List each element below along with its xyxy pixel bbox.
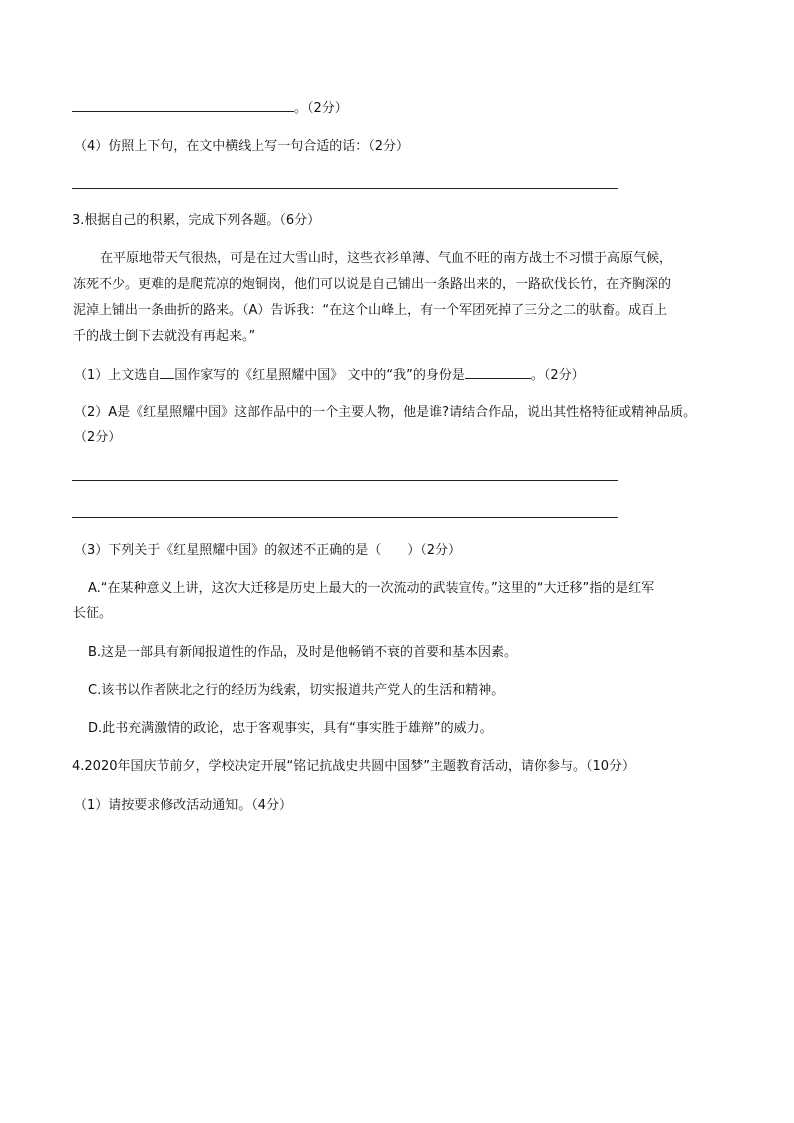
- answer-line[interactable]: [72, 188, 618, 189]
- q3-title: 3.根据自己的积累，完成下列各题。（6分）: [72, 213, 321, 228]
- answer-blank[interactable]: [72, 99, 294, 112]
- score-note: 。（2分）: [294, 101, 348, 116]
- passage-line-3: 泥淖上铺出一条曲折的路来。（A）告诉我：“在这个山峰上，有一个军团死掉了三分之二的驮畜。成百上: [73, 303, 668, 318]
- option-a-line-1: A.“在某种意义上讲，这次大迁移是历史上最大的一次流动的武装宣传。”这里的“大迁移”指的是红军: [88, 581, 655, 596]
- option-a-line-2: 长征。: [73, 606, 113, 621]
- passage-line-2: 冻死不少。更难的是爬荒凉的炮铜岗，他们可以说是自己铺出一条路出来的，一路砍伐长竹，在齐胸深的: [73, 277, 672, 292]
- option-d: D.此书充满激情的政论，忠于客观事实，具有“事实胜于雄辩”的威力。: [88, 721, 493, 736]
- blank-country[interactable]: [160, 366, 174, 379]
- q4-title: 4.2020年国庆节前夕，学校决定开展“铭记抗战史共圆中国梦”主题教育活动，请你参与。（10分）: [72, 759, 635, 774]
- answer-line[interactable]: [72, 480, 618, 481]
- answer-line[interactable]: [72, 517, 618, 518]
- q4-item-1: （1）请按要求修改活动通知。（4分）: [74, 798, 293, 813]
- option-c: C.该书以作者陕北之行的经历为线索，切实报道共产党人的生活和精神。: [88, 683, 505, 698]
- q2-item-4: （4）仿照上下句，在文中横线上写一句合适的话：（2分）: [74, 139, 410, 154]
- passage-line-4: 千的战士倒下去就没有再起来。”: [73, 329, 256, 344]
- q3-item-1-text-a: （1）上文选自: [74, 368, 161, 383]
- q3-item-2-line-1: （2）A是《红星照耀中国》这部作品中的一个主要人物，他是谁?请结合作品，说出其性格特征或精神品质。: [74, 405, 697, 420]
- q3-item-3-stem: （3）下列关于《红星照耀中国》的叙述不正确的是（ ）（2分）: [74, 543, 462, 558]
- q3-item-1: [74, 366, 585, 385]
- option-b: B.这是一部具有新闻报道性的作品，及时是他畅销不衰的首要和基本因素。: [88, 645, 518, 660]
- blank-identity[interactable]: [465, 366, 531, 379]
- q3-item-1-text-b: 国作家写的《红星照耀中国》 文中的“我”的身份是: [174, 368, 465, 383]
- passage-line-1: 在平原地带天气很热，可是在过大雪山时，这些衣衫单薄、气血不旺的南方战士不习惯于高原气候，: [100, 251, 673, 266]
- answer-line-row: [72, 99, 348, 118]
- q3-item-2-line-2: （2分）: [74, 430, 122, 445]
- q3-item-1-text-c: 。（2分）: [530, 368, 585, 383]
